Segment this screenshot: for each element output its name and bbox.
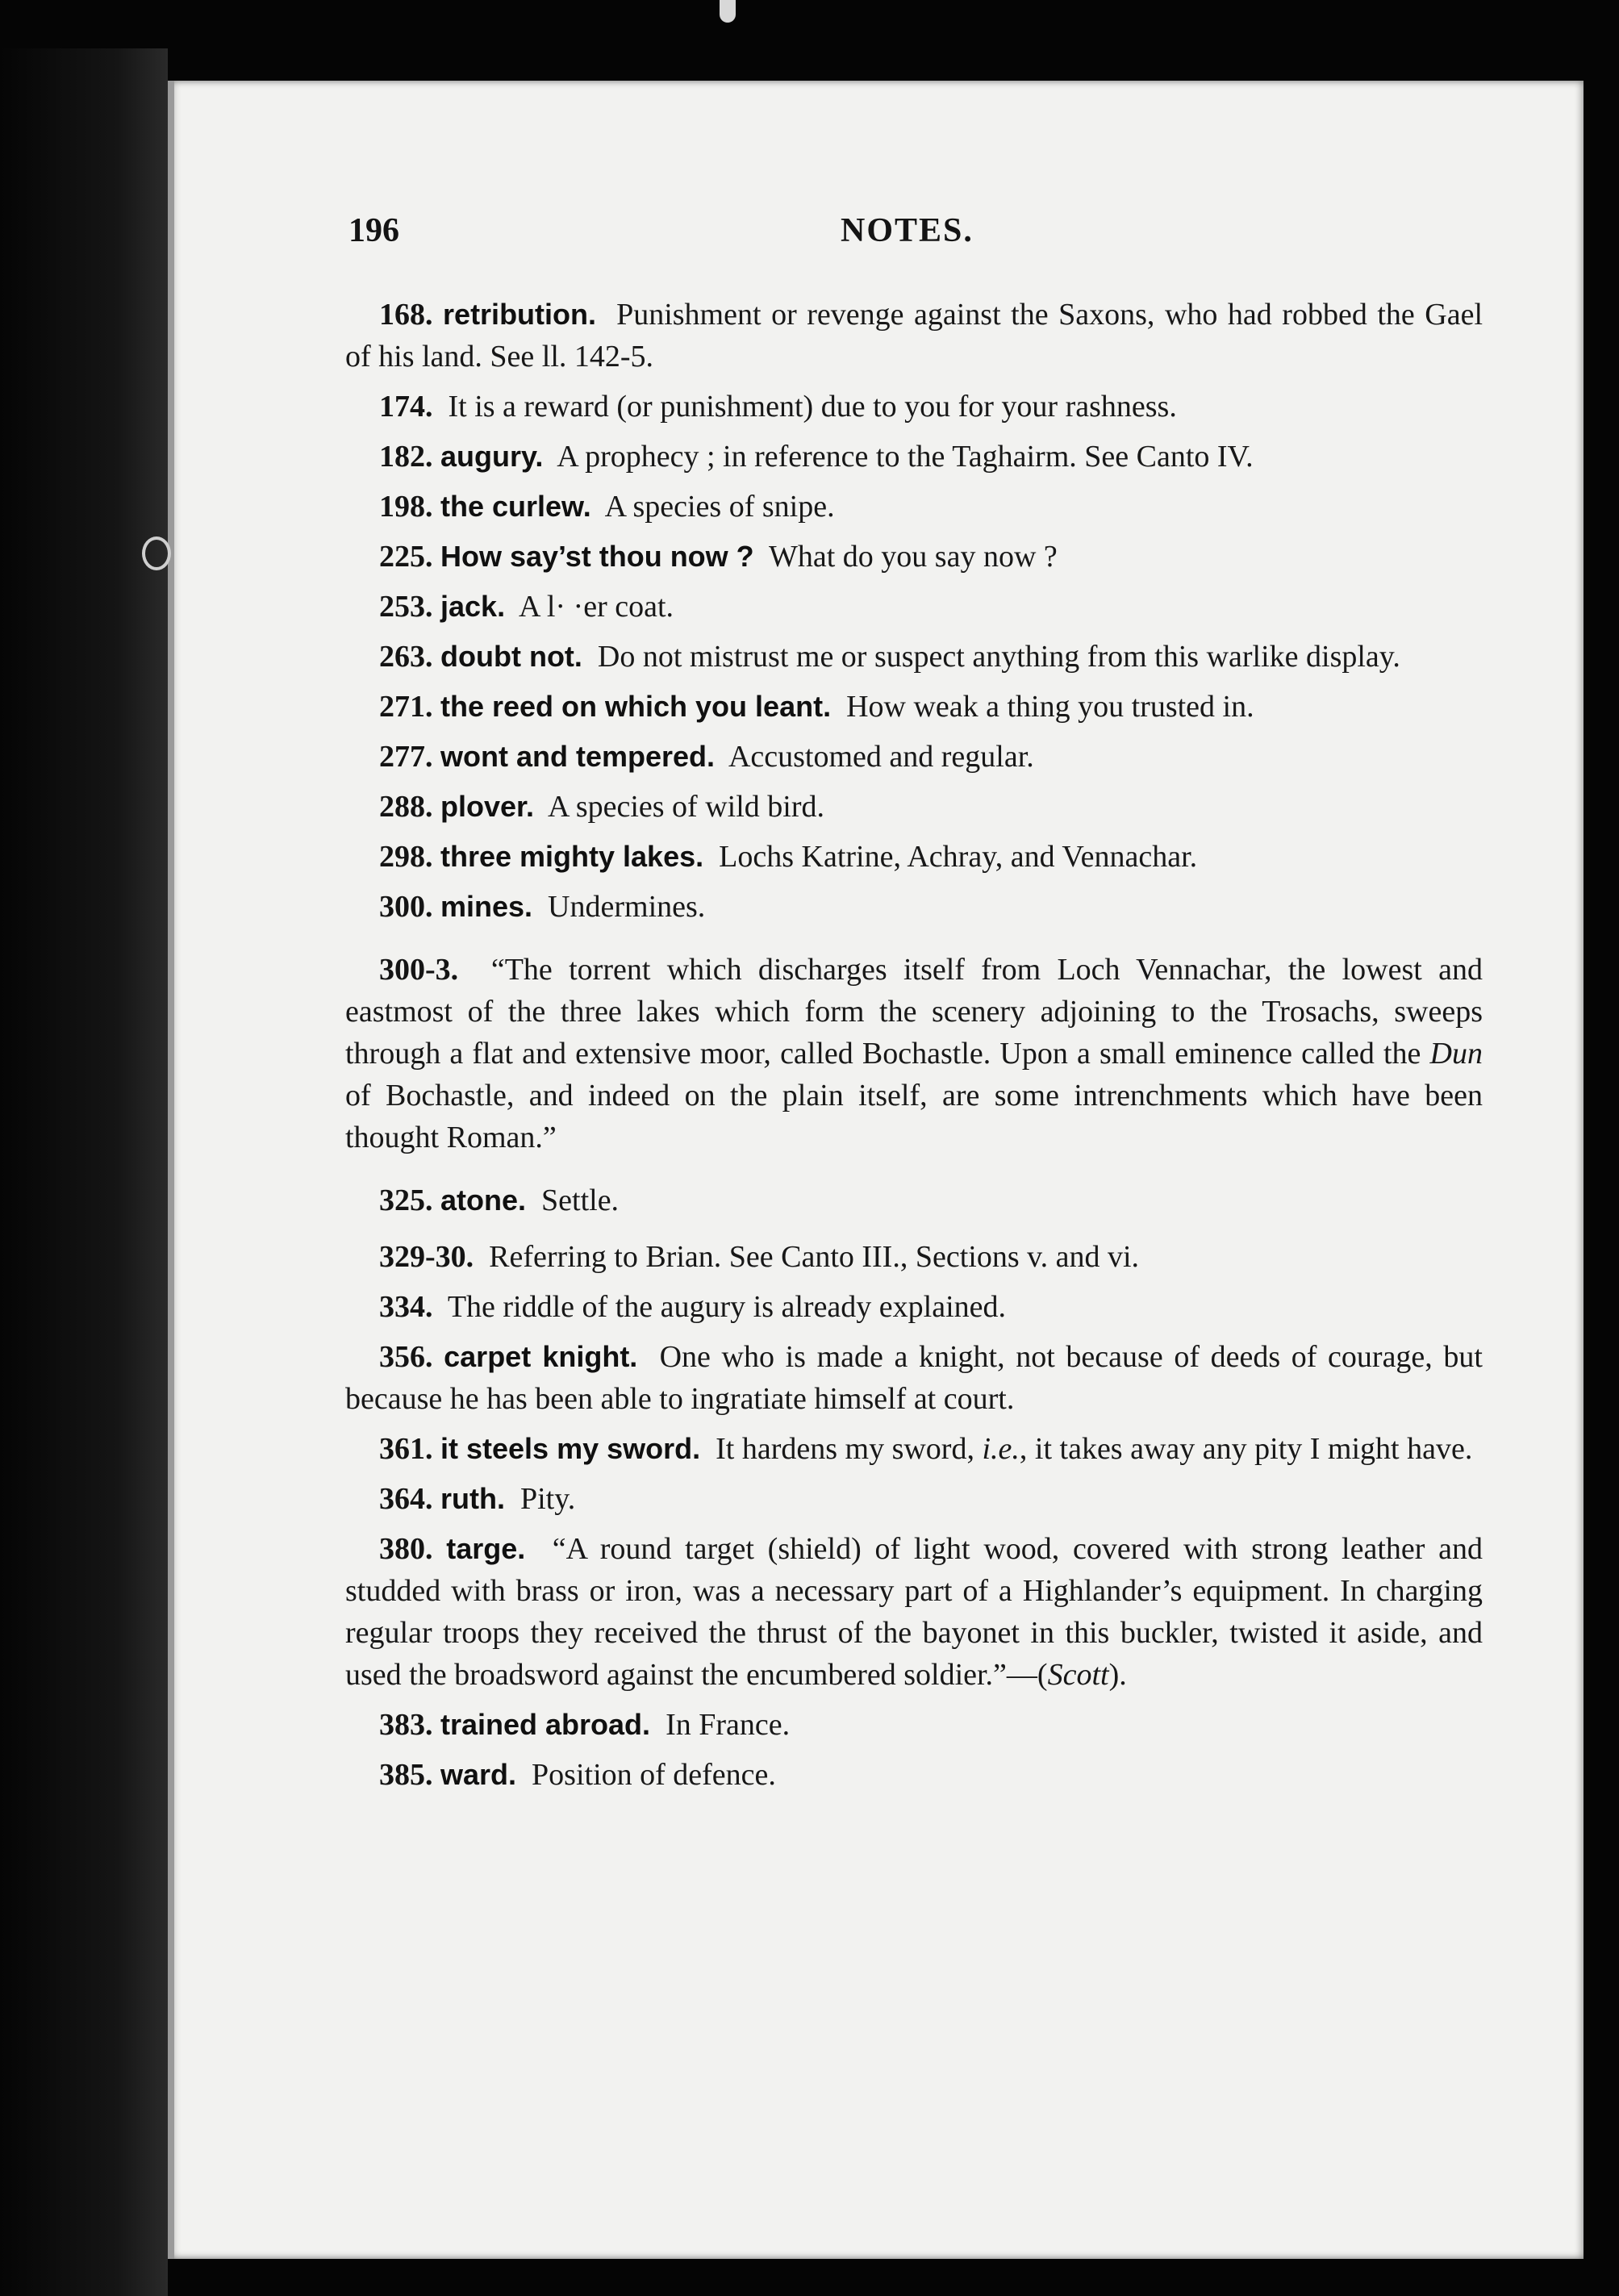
note-lemma: carpet knight. (444, 1340, 638, 1373)
note-number: 174. (379, 390, 433, 424)
note-text: A l· ·er coat. (518, 590, 674, 624)
note-385 (345, 1754, 1483, 1796)
note-number: 361. (379, 1432, 433, 1466)
note-number: 300-3. (379, 953, 459, 987)
note-number: 182. (379, 440, 433, 474)
note-number: 334. (379, 1290, 433, 1324)
note-300 (345, 886, 1483, 928)
note-lemma: augury. (440, 440, 544, 473)
note-text: Do not mistrust me or suspect anything from this warlike display. (597, 640, 1400, 674)
scan-artifact-top (720, 0, 736, 23)
note-text-italic: Scott (1047, 1658, 1109, 1692)
note-number: 198. (379, 490, 433, 524)
note-number: 380. (379, 1532, 433, 1566)
running-head: NOTES. (841, 212, 974, 249)
note-lemma: ruth. (440, 1482, 505, 1515)
note-text-italic: i.e. (982, 1432, 1020, 1466)
note-lemma: three mighty lakes. (440, 840, 704, 873)
note-number: 277. (379, 740, 433, 774)
notes-list (345, 294, 1483, 1796)
note-number: 383. (379, 1708, 433, 1742)
note-298 (345, 836, 1483, 878)
note-288 (345, 786, 1483, 828)
note-lemma: How say’st thou now ? (440, 540, 754, 573)
page-header (348, 211, 1478, 260)
note-number: 271. (379, 690, 433, 724)
note-text-part: “The torrent which discharges itself from Loch Vennachar, the lowest and eastmost of the three lakes which form the scenery adjoining to the Trosachs, sweeps through a flat and extensive moor, called Bochastle. Upon a small eminence called the (345, 953, 1483, 1071)
note-number: 253. (379, 590, 433, 624)
note-356 (345, 1336, 1483, 1420)
note-334 (345, 1286, 1483, 1328)
note-number: 263. (379, 640, 433, 674)
note-text: In France. (666, 1708, 791, 1742)
note-number: 325. (379, 1183, 433, 1217)
note-225 (345, 536, 1483, 578)
note-text: Referring to Brian. See Canto III., Sections v. and vi. (489, 1240, 1140, 1274)
note-text: Accustomed and regular. (728, 740, 1034, 774)
note-text: Lochs Katrine, Achray, and Vennachar. (719, 840, 1198, 874)
note-329-30 (345, 1236, 1483, 1278)
note-number: 300. (379, 890, 433, 924)
book-spine-shadow (0, 48, 168, 2296)
note-text: A prophecy ; in reference to the Taghairm. See Canto IV. (557, 440, 1254, 474)
note-168 (345, 294, 1483, 378)
note-text: A species of wild bird. (547, 790, 824, 824)
note-263 (345, 636, 1483, 678)
note-lemma: the curlew. (440, 490, 591, 523)
note-text-part: It hardens my sword, (716, 1432, 983, 1466)
note-361 (345, 1428, 1483, 1470)
note-380 (345, 1528, 1483, 1696)
note-text-italic: Dun (1429, 1037, 1483, 1071)
note-364 (345, 1478, 1483, 1520)
note-lemma: trained abroad. (440, 1708, 651, 1741)
note-number: 329-30. (379, 1240, 474, 1274)
note-lemma: wont and tempered. (440, 740, 716, 773)
note-174 (345, 386, 1483, 428)
note-383 (345, 1704, 1483, 1746)
note-number: 385. (379, 1758, 433, 1792)
note-text: Position of defence. (532, 1758, 776, 1792)
note-text-part: ). (1108, 1658, 1127, 1692)
note-text: What do you say now ? (769, 540, 1058, 574)
note-text-part: “A round target (shield) of light wood, covered with strong leather and studded with brass or iron, was a necessary part of a Highlander’s equipment. In charging regular troops they received the thrust of the bayonet in this buckler, twisted it aside, and used the broadsword against the encumbered soldier.”—( (345, 1532, 1483, 1692)
note-lemma: mines. (440, 890, 533, 923)
note-text: Undermines. (548, 890, 706, 924)
note-198 (345, 486, 1483, 528)
note-253 (345, 586, 1483, 628)
note-300-3 (345, 949, 1483, 1158)
scan-artifact-ring (142, 536, 171, 570)
note-lemma: jack. (440, 590, 506, 623)
note-lemma: ward. (440, 1758, 517, 1791)
note-lemma: doubt not. (440, 640, 582, 673)
page-left-edge (168, 81, 174, 2259)
note-text: One who is made a knight, not because of deeds of courage, but because he has been able to ingratiate himself at court. (345, 1340, 1483, 1416)
note-text-part: of Bochastle, and indeed on the plain itself, are some intrenchments which have been thought Roman.” (345, 1079, 1483, 1154)
note-number: 288. (379, 790, 433, 824)
note-325 (345, 1179, 1483, 1221)
note-271 (345, 686, 1483, 728)
note-lemma: atone. (440, 1183, 527, 1217)
note-277 (345, 736, 1483, 778)
note-lemma: targe. (446, 1532, 526, 1565)
note-text: Settle. (541, 1183, 620, 1217)
note-text: A species of snipe. (604, 490, 835, 524)
note-182 (345, 436, 1483, 478)
page-number: 196 (348, 212, 399, 249)
note-text: Punishment or revenge against the Saxons, who had robbed the Gael of his land. See ll. 142-5. (345, 298, 1483, 374)
note-number: 168. (379, 298, 433, 332)
note-number: 364. (379, 1482, 433, 1516)
note-text: It is a reward (or punishment) due to you for your rashness. (448, 390, 1177, 424)
note-lemma: plover. (440, 790, 535, 823)
note-lemma: the reed on which you leant. (440, 690, 832, 723)
note-number: 225. (379, 540, 433, 574)
note-text: How weak a thing you trusted in. (846, 690, 1254, 724)
note-number: 356. (379, 1340, 433, 1374)
note-lemma: retribution. (443, 298, 597, 331)
note-text: Pity. (519, 1482, 576, 1516)
note-text: The riddle of the augury is already explained. (447, 1290, 1007, 1324)
note-number: 298. (379, 840, 433, 874)
note-text-part: , it takes away any pity I might have. (1019, 1432, 1473, 1466)
note-lemma: it steels my sword. (440, 1432, 701, 1465)
